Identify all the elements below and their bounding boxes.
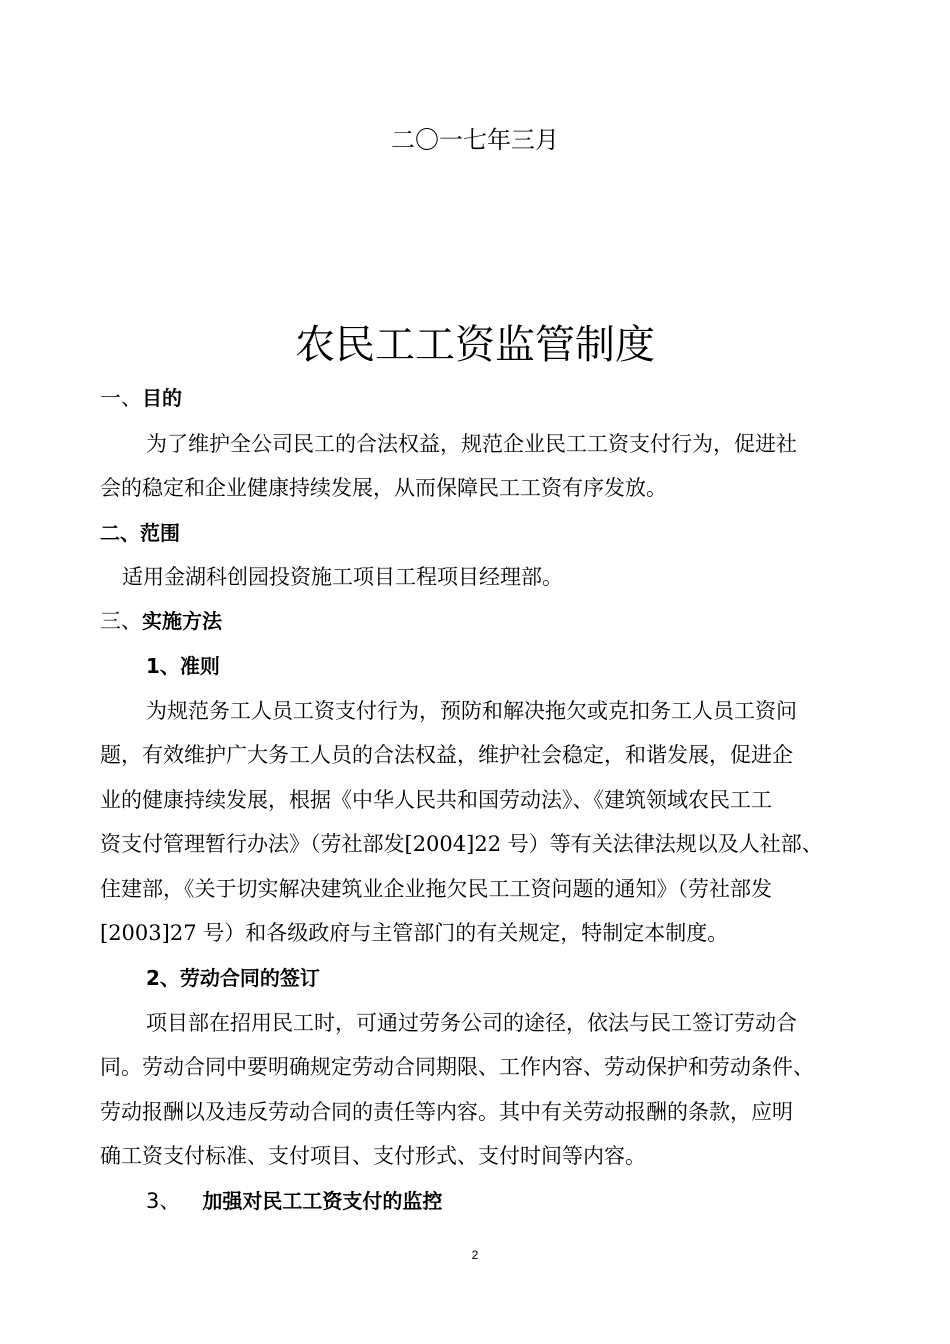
subsection-2-line-4: 确工资支付标准、支付项目、支付形式、支付时间等内容。 [100, 1144, 646, 1168]
subsection-2-line-3: 劳动报酬以及违反劳动合同的责任等内容。其中有关劳动报酬的条款，应明 [100, 1100, 793, 1124]
document-title: 农民工工资监管制度 [295, 322, 655, 368]
section-2-heading: 二、范围 [100, 521, 180, 545]
page-number: 2 [471, 1248, 479, 1262]
section-3-title: 实施方法 [142, 609, 222, 633]
subsection-1-line-2: 题，有效维护广大务工人员的合法权益，维护社会稳定，和谐发展，促进企 [100, 743, 793, 767]
subsection-2-line-1: 项目部在招用民工时，可通过劳务公司的途径，依法与民工签订劳动合 [146, 1011, 797, 1035]
subsection-1-line-5: 住建部，《关于切实解决建筑业企业拖欠民工工资问题的通知》（劳社部发 [100, 877, 772, 901]
section-1-line-2: 会的稳定和企业健康持续发展，从而保障民工工资有序发放。 [100, 476, 667, 500]
section-3-prefix: 三、 [100, 609, 142, 633]
section-2-line-1: 适用金湖科创园投资施工项目工程项目经理部。 [122, 565, 563, 589]
subsection-1-heading: 1、准则 [146, 654, 220, 678]
subsection-3-title: 加强对民工工资支付的监控 [202, 1189, 443, 1213]
subsection-3-heading [146, 1189, 442, 1213]
subsection-2-line-2: 同。劳动合同中要明确规定劳动合同期限、工作内容、劳动保护和劳动条件、 [100, 1055, 814, 1079]
subsection-1-line-6: [2003]27 号）和各级政府与主管部门的有关规定，特制定本制度。 [100, 921, 729, 945]
section-1-prefix: 一、 [100, 386, 142, 410]
section-1-title: 目的 [142, 386, 182, 410]
subsection-3-number: 3、 [146, 1189, 181, 1213]
subsection-1-line-3: 业的健康持续发展，根据《中华人民共和国劳动法》、《建筑领域农民工工 [100, 788, 772, 812]
section-1-line-1: 为了维护全公司民工的合法权益，规范企业民工工资支付行为，促进社 [146, 432, 797, 456]
subsection-1-line-4: 资支付管理暂行办法》（劳社部发[2004]22 号）等有关法律法规以及人社部、 [100, 832, 823, 856]
subsection-1-line-1: 为规范务工人员工资支付行为，预防和解决拖欠或克扣务工人员工资问 [146, 699, 797, 723]
section-1-heading [100, 386, 182, 410]
subsection-2-heading: 2、劳动合同的签订 [146, 966, 320, 990]
section-3-heading [100, 609, 222, 633]
date-line: 二〇一七年三月 [391, 126, 559, 154]
